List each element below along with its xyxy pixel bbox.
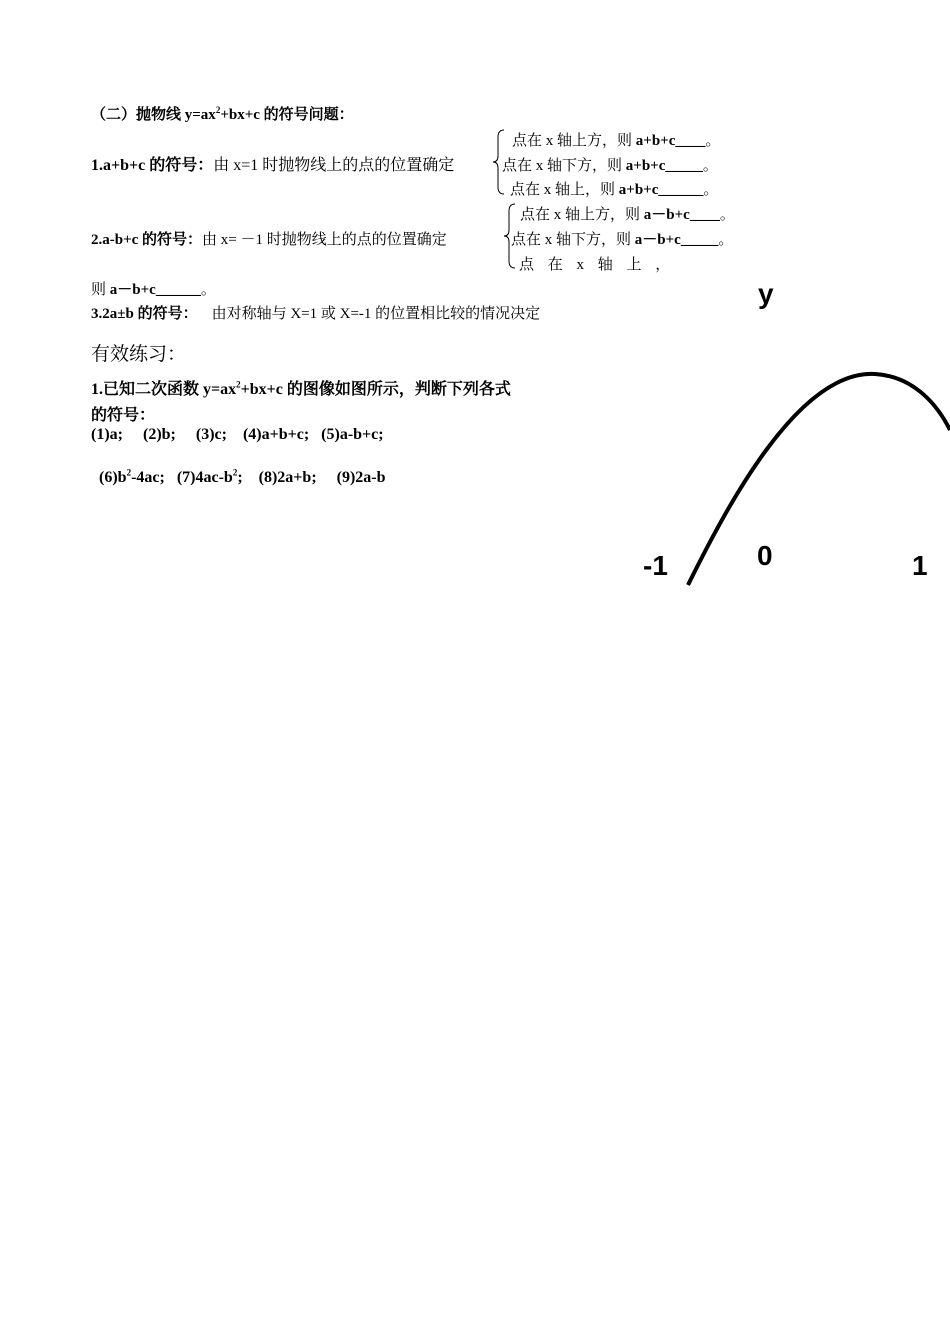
item2-heading: 2.a-b+c 的符号： [91, 232, 203, 248]
y-axis-label: y [758, 278, 774, 309]
item1-heading: 1.a+b+c 的符号： [91, 157, 214, 174]
tick-label-0: 0 [757, 540, 773, 571]
item3-heading: 3.2a±b 的符号： [91, 306, 198, 322]
practice-title: 有效练习： [91, 344, 187, 365]
item2-desc: 由 x= －1 时抛物线上的点的位置确定 [202, 232, 447, 248]
item1-case-on: 点在 x 轴上，则 a+b+c______。 [510, 182, 719, 198]
tick-label-neg1: -1 [643, 550, 668, 581]
practice-q1-line4: $(6)b^2-4ac$; $(7)4ac-b^2$; (8)2a+b; (9)2a-b [99, 467, 386, 486]
practice-q1-line2: 的符号： [91, 407, 156, 424]
item2-case-on: 点 在 x 轴 上 ， [519, 257, 676, 273]
item3-desc: 由对称轴与 X=1 或 X=-1 的位置相比较的情况决定 [211, 306, 541, 322]
item2-continuation: 则 a－b+c______。 [91, 282, 216, 298]
practice-q1-line3: (1)a; (2)b; (3)c; (4)a+b+c; (5)a-b+c; [91, 426, 384, 443]
item1-row [91, 152, 454, 175]
parabola-curve [688, 374, 950, 585]
practice-q1-line1: 1.已知二次函数 $y=ax^2+bx+c$ 的图像如图所示，判断下列各式 [91, 379, 511, 398]
tick-label-1: 1 [912, 550, 928, 581]
item3-row [91, 302, 540, 323]
item2-case-above: 点在 x 轴上方，则 a－b+c____。 [520, 207, 735, 223]
item2-case-below: 点在 x 轴下方，则 a－b+c_____。 [511, 232, 734, 248]
section-title: （二）抛物线 $y=ax^2+bx+c$ 的符号问题： [91, 105, 354, 123]
item1-desc: 由 x=1 时抛物线上的点的位置确定 [213, 157, 455, 174]
item1-case-above: 点在 x 轴上方，则 a+b+c____。 [512, 133, 721, 149]
item1-case-below: 点在 x 轴下方，则 a+b+c_____。 [502, 158, 718, 174]
item2-row [91, 228, 447, 249]
